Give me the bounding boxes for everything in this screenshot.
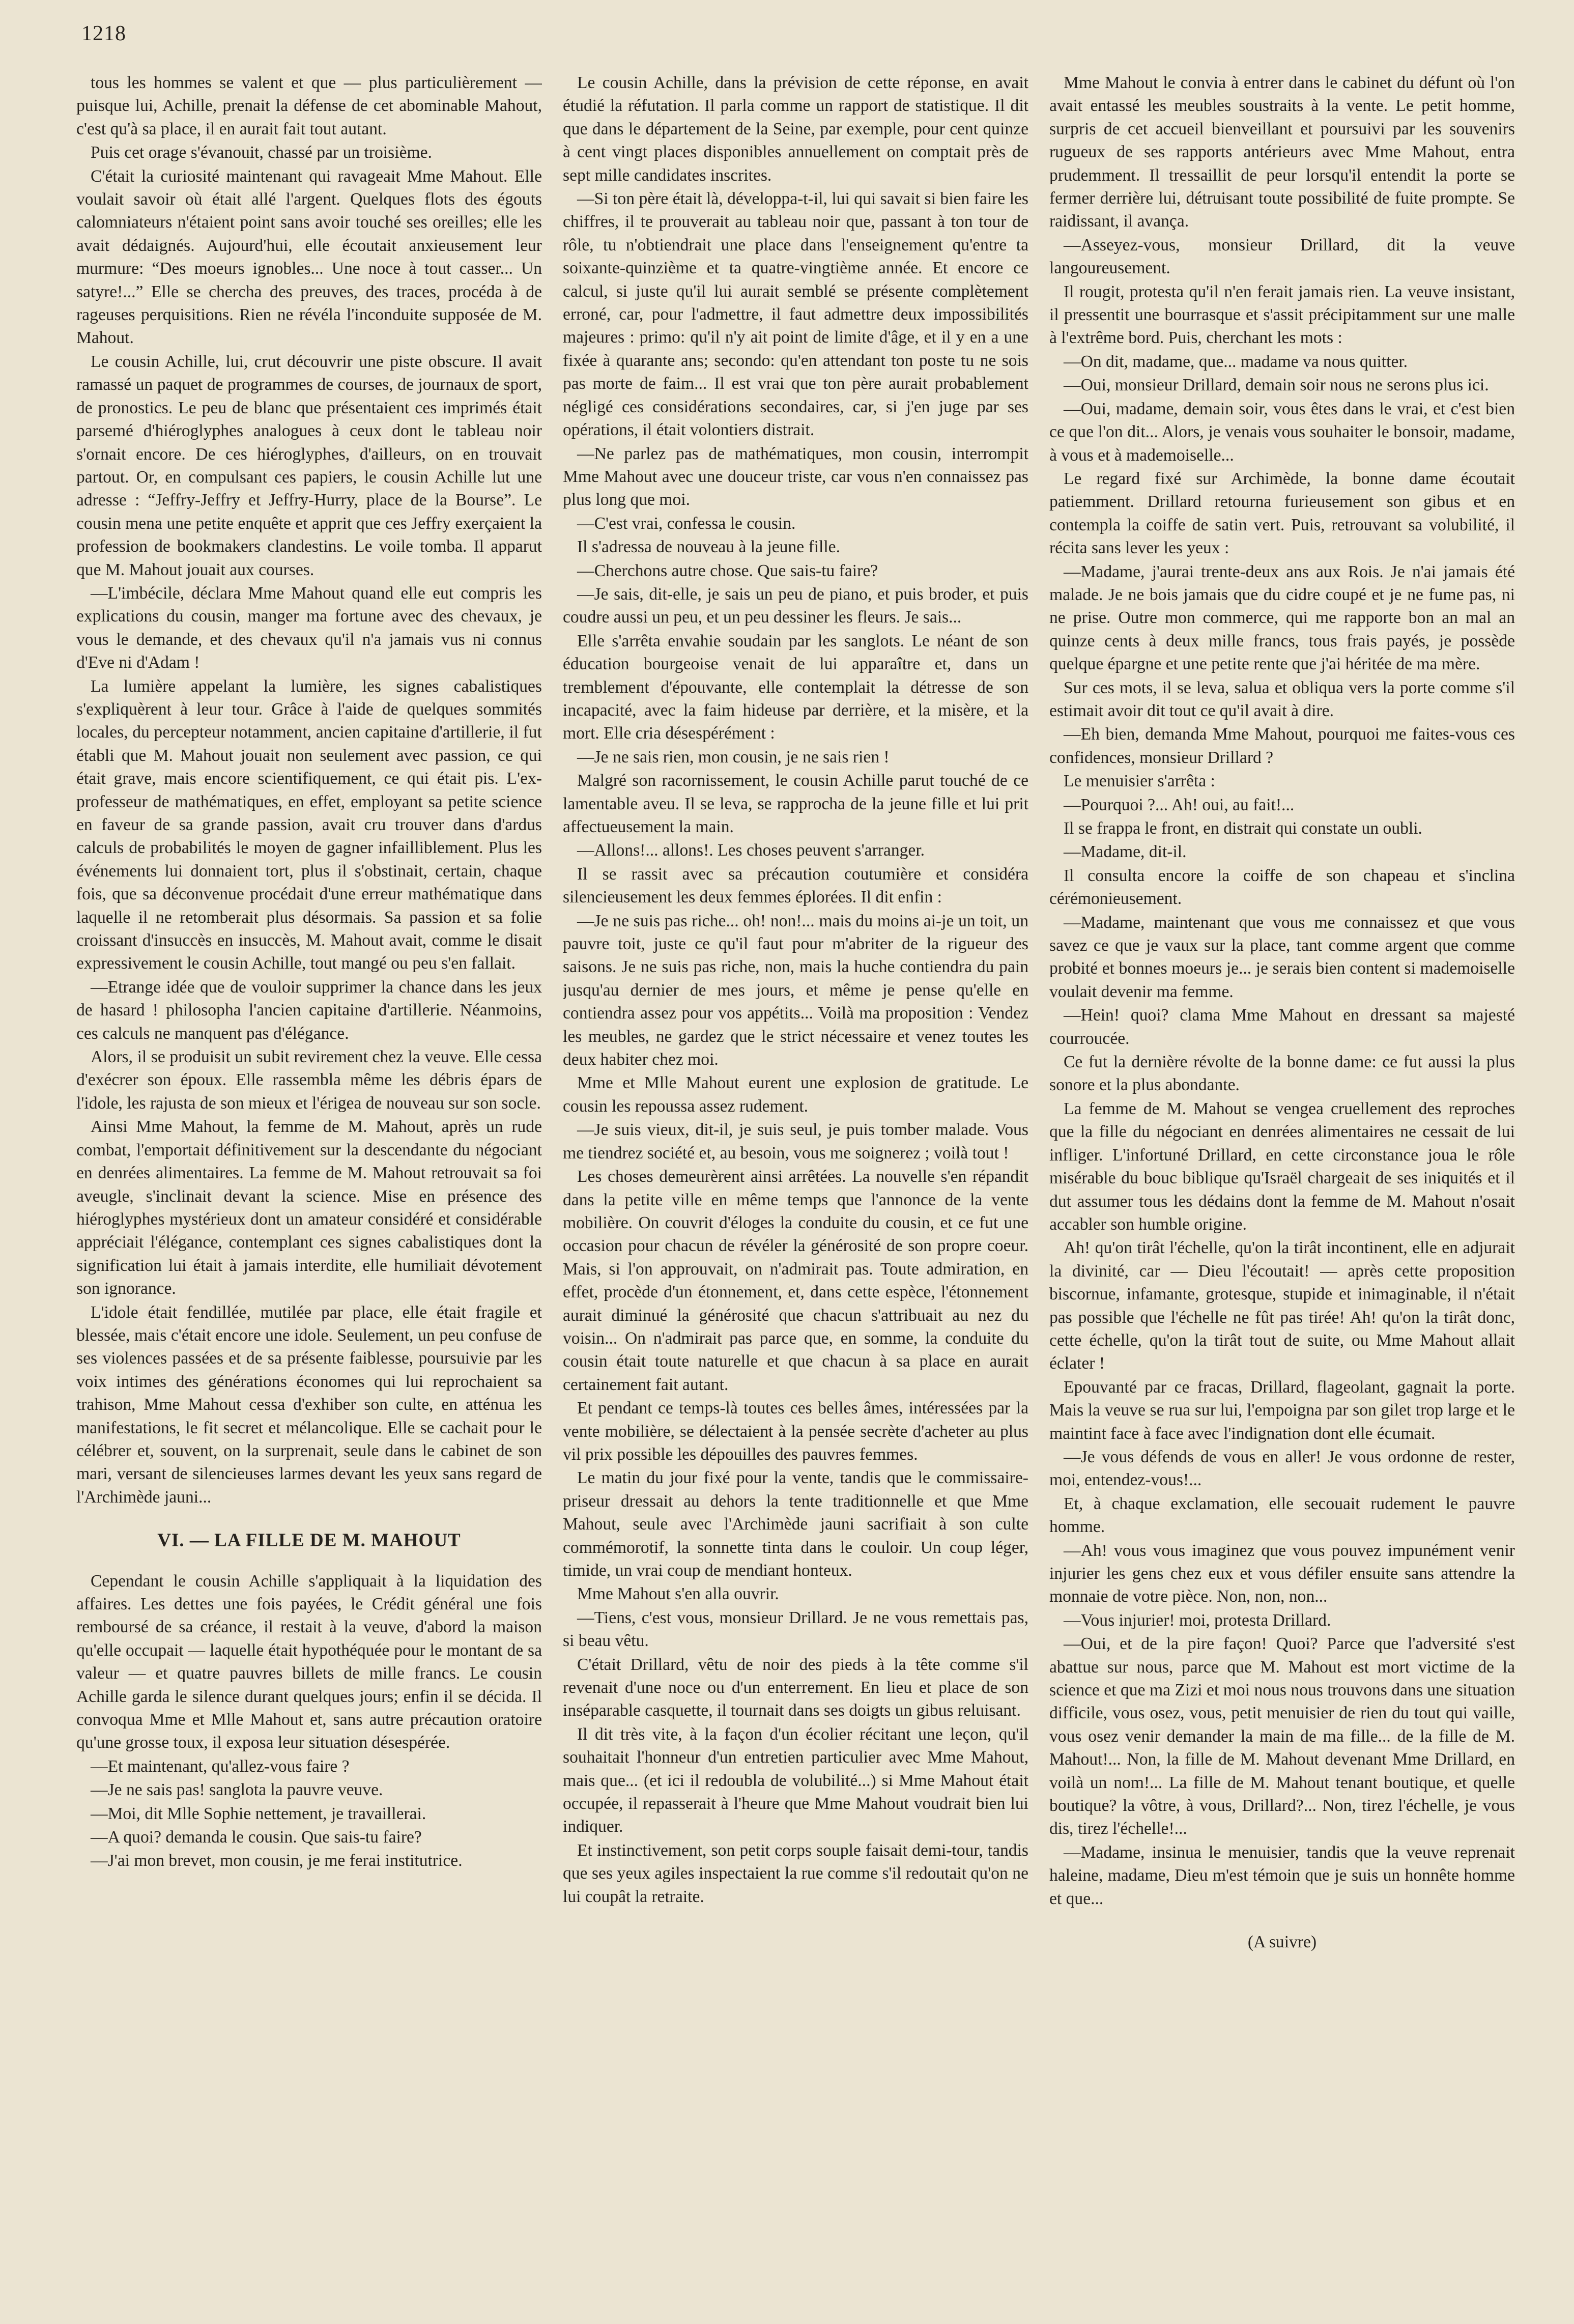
paragraph: Le regard fixé sur Archimède, la bonne dame écoutait patiemment. Drillard retourna furieusement son gibus et en contempla la coiffe de satin vert. Puis, retrouvant sa volubilité, il récita sans lever les yeux : — [1049, 469, 1515, 558]
paragraph: Il se rassit avec sa précaution coutumière et considéra silencieusement les deux femmes éplorées. Il dit enfin : — [563, 864, 1028, 907]
paragraph: —Ah! vous vous imaginez que vous pouvez impunément venir injurier les gens chez eux et vous défiler ensuite sans attendre la monnaie de votre pièce. Non, non, non... — [1049, 1541, 1515, 1606]
paragraph: —Je suis vieux, dit-il, je suis seul, je puis tomber malade. Vous me tiendrez société et, au besoin, vous me soignerez ; voilà tout ! — [563, 1120, 1028, 1163]
paragraph: Le matin du jour fixé pour la vente, tandis que le commissaire-priseur dressait au dehors la tente traditionnelle et que Mme Mahout, seule avec l'Archimède jauni sacrifiait à son culte commémorotif, la sonnette tinta dans le couloir. Un coup léger, timide, un vrai coup de mendiant honteux. — [563, 1468, 1028, 1580]
paragraph: Mme Mahout le convia à entrer dans le cabinet du défunt où l'on avait entassé les meubles soustraits à la vente. Le petit homme, surpris de cet accueil bienveillant et poursuivi par les souvenirs rugueux de ses rapports antérieurs avec Mme Mahout, entra prudemment. Il tressaillit de peur lorsqu'il entendit la porte se fermer derrière lui, détruisant toute possibilité de fuite prompte. Se raidissant, il avança. — [1049, 73, 1515, 231]
paragraph: Epouvanté par ce fracas, Drillard, flageolant, gagnait la porte. Mais la veuve se rua sur lui, l'empoigna par son gilet trop large et le maintint face à face avec l'indignation dont elle écumait. — [1049, 1377, 1515, 1443]
paragraph: —Oui, monsieur Drillard, demain soir nous ne serons plus ici. — [1064, 376, 1489, 395]
paragraph: —Etrange idée que de vouloir supprimer la chance dans les jeux de hasard ! philosopha l'ancien capitaine d'artillerie. Néanmoins, ces calculs ne manquent pas d'élégance. — [76, 977, 542, 1043]
paragraph: Cependant le cousin Achille s'appliquait à la liquidation des affaires. Les dettes une fois payées, le Crédit général une fois remboursé de sa créance, il restait à la veuve, d'abord la maison qu'elle occupait — laquelle était hypothéquée pour le montant de sa valeur — et quatre pauvres billets de mille francs. Le cousin Achille garda le silence durant quelques jours; enfin il se décida. Il convoqua Mme et Mlle Mahout et, sans autre précaution oratoire qu'une grosse toux, il exposa leur situation désespérée. — [76, 1571, 542, 1752]
paragraph: Ainsi Mme Mahout, la femme de M. Mahout, après un rude combat, l'emportait définitivement sur la descendante du négociant en denrées alimentaires. La femme de M. Mahout retrouvait sa foi aveugle, s'inclinait devant la science. Mise en présence des hiéroglyphes mystérieux dont un amateur considéré et considérable appréciait l'élégance, contemplant ces signes cabalistiques dont la signification lui était à jamais interdite, elle humiliait dévotement son ignorance. — [76, 1117, 542, 1298]
paragraph: tous les hommes se valent et que — plus particulièrement — puisque lui, Achille, prenait la défense de cet abominable Mahout, c'est qu'à sa place, il en aurait fait tout autant. — [76, 73, 542, 138]
paragraph: Elle s'arrêta envahie soudain par les sanglots. Le néant de son éducation bourgeoise venait de lui apparaître et, dans un tremblement d'épouvante, elle contemplait la détresse de son incapacité, avec la faim hideuse par derrière, et la misère, et la mort. Elle cria désespérément : — [563, 631, 1028, 743]
paragraph: —Ne parlez pas de mathématiques, mon cousin, interrompit Mme Mahout avec une douceur triste, car vous n'en connaissez pas plus long que moi. — [563, 444, 1028, 509]
page-number: 1218 — [81, 22, 126, 45]
paragraph: Mme Mahout s'en alla ouvrir. — [577, 1584, 779, 1604]
to-be-continued: (A suivre) — [1247, 1933, 1317, 1952]
paragraph: Mme et Mlle Mahout eurent une explosion de gratitude. Le cousin les repoussa assez rudement. — [563, 1073, 1028, 1116]
paragraph: Il rougit, protesta qu'il n'en ferait jamais rien. La veuve insistant, il pressentit une bourrasque et s'assit précipitamment sur une malle à l'extrême bord. Puis, cherchant les mots : — [1049, 282, 1515, 348]
paragraph: —A quoi? demanda le cousin. Que sais-tu faire? — [91, 1828, 422, 1847]
paragraph: C'était Drillard, vêtu de noir des pieds à la tête comme s'il revenait d'une noce ou d'un enterrement. En lieu et place de son inséparable casquette, il tournait dans ses doigts un gibus reluisant. — [563, 1655, 1028, 1720]
paragraph: Ah! qu'on tirât l'échelle, qu'on la tirât incontinent, elle en adjurait la divinité, car — Dieu l'écoutait! — après cette proposition biscornue, infamante, grotesque, stupide et inimaginable, il n'était pas possible que l'échelle ne fût pas tirée! Ah! qu'on la tirât donc, cette échelle, qu'on la tirât tout de suite, ou Mme Mahout allait éclater ! — [1049, 1238, 1515, 1373]
paragraph: —Allons!... allons!. Les choses peuvent s'arranger. — [577, 841, 925, 860]
paragraph: L'idole était fendillée, mutilée par place, elle était fragile et blessée, mais c'était encore une idole. Seulement, un peu confuse de ses violences passées et de sa présente faiblesse, poursuivie par les voix intimes des générations économes qui lui reprochaient sa trahison, Mme Mahout cessa d'exhiber son culte, en atténua les manifestations, le fit secret et mélancolique. Elle se cachait pour le célébrer et, souvent, on la surprenait, seule dans le cabinet de son mari, versant de silencieuses larmes devant les yeux sans regard de l'Archimède jauni... — [76, 1302, 542, 1507]
paragraph: —Oui, madame, demain soir, vous êtes dans le vrai, et c'est bien ce que l'on dit... Alors, je venais vous souhaiter le bonsoir, madame, à vous et à mademoiselle... — [1049, 399, 1515, 465]
paragraph: —Si ton père était là, développa-t-il, lui qui savait si bien faire les chiffres, il te prouverait au tableau noir que, passant à ton tour de rôle, tu n'obtiendrait une place dans l'enseignement qu'entre ta soixante-quinzième et ta quatre-vingtième année. Et encore ce calcul, si juste qu'il lui aurait semblé se présente complètement erroné, car, pour l'admettre, il faut admettre deux impossibilités majeures : primo: qu'il n'y ait point de limite d'âge, et il y en a une fixée à quarante ans; secondo: qu'en attendant ton poste tu ne sois pas morte de faim... Il est vrai que ton père aurait probablement négligé ces considérations secondaires, car, si j'en juge par ses opérations, il était volontiers distrait. — [563, 189, 1028, 440]
column-1 — [76, 71, 542, 2301]
paragraph: La femme de M. Mahout se vengea cruellement des reproches que la fille du négociant en denrées alimentaires ne cessait de lui infliger. L'infortuné Drillard, en cette circonstance joua le rôle misérable du bouc biblique qu'Israël chargeait de ses iniquités et il dut assumer tous les dédains dont la femme de M. Mahout n'osait accabler son humble origine. — [1049, 1099, 1515, 1234]
paragraph: —Moi, dit Mlle Sophie nettement, je travaillerai. — [91, 1804, 426, 1823]
paragraph: Ce fut la dernière révolte de la bonne dame: ce fut aussi la plus sonore et la plus abondante. — [1049, 1053, 1515, 1095]
paragraph: —Asseyez-vous, monsieur Drillard, dit la veuve langoureusement. — [1049, 235, 1515, 278]
paragraph: —J'ai mon brevet, mon cousin, je me ferai institutrice. — [91, 1851, 463, 1870]
paragraph: —Je vous défends de vous en aller! Je vous ordonne de rester, moi, entendez-vous!... — [1049, 1447, 1515, 1490]
paragraph: —Hein! quoi? clama Mme Mahout en dressant sa majesté courroucée. — [1049, 1006, 1515, 1048]
paragraph: Alors, il se produisit un subit revirement chez la veuve. Elle cessa d'exécrer son époux. Elle rassembla même les débris épars de l'idole, les rajusta de son mieux et l'érigea de nouveau sur son socle. — [76, 1047, 542, 1113]
paragraph: —Pourquoi ?... Ah! oui, au fait!... — [1064, 795, 1295, 814]
paragraph: —Oui, et de la pire façon! Quoi? Parce que l'adversité s'est abattue sur nous, parce que M. Mahout est mort victime de la science et que ma Zizi et moi nous nous trouvons dans une situation difficile, vous osez, vous, petit menuisier de rien du tout qui vaille, vous osez venir demander la main de ma fille... de la fille de M. Mahout!... Non, la fille de M. Mahout devenant Mme Drillard, en voilà un nom!... La fille de M. Mahout tenant boutique, et quelle boutique? la vôtre, à vous, Drillard?... Non, tirez l'échelle, je vous dis, tirez l'échelle!... — [1049, 1634, 1515, 1838]
paragraph: Le cousin Achille, lui, crut découvrir une piste obscure. Il avait ramassé un paquet de programmes de courses, de journaux de sport, de pronostics. Le peu de blanc que présentaient ces imprimés était parsemé d'hiéroglyphes analogues à ceux dont le tableau noir s'ornait encore. De ces hiéroglyphes, d'ailleurs, on en trouvait partout. Or, en compulsant ces papiers, le cousin Achille lut une adresse : “Jeffry-Jeffry et Jeffry-Hurry, place de la Bourse”. Le cousin mena une petite enquête et apprit que ces Jeffry exerçaient la profession de bookmakers clandestins. Le voile tomba. Il apparut que M. Mahout jouait aux courses. — [76, 352, 542, 579]
paragraph: Sur ces mots, il se leva, salua et obliqua vers la porte comme s'il estimait avoir dit tout ce qu'il avait à dire. — [1049, 678, 1515, 720]
column-3 — [1049, 71, 1515, 2301]
paragraph: Il se frappa le front, en distrait qui constate un oubli. — [1064, 819, 1422, 838]
paragraph: Il consulta encore la coiffe de son chapeau et s'inclina cérémonieusement. — [1049, 866, 1515, 909]
paragraph: Les choses demeurèrent ainsi arrêtées. La nouvelle s'en répandit dans la petite ville en même temps que l'annonce de la vente mobilière. On couvrit d'éloges la conduite du cousin, et ce fut une occasion pour chacun de révéler la générosité de son propre coeur. Mais, si l'on approuvait, on n'admirait pas. Toute admiration, en effet, procède d'un étonnement, et, dans cette espèce, l'étonnement aurait diminué la générosité que chacun s'attribuait au nez du voisin... On n'admirait pas parce que, en somme, la conduite du cousin était toute naturelle et que chacun à sa place en aurait certainement fait autant. — [563, 1167, 1028, 1394]
paragraph: —Eh bien, demanda Mme Mahout, pourquoi me faites-vous ces confidences, monsieur Drillard ? — [1049, 725, 1515, 767]
paragraph: —Je ne sais rien, mon cousin, je ne sais rien ! — [577, 747, 890, 767]
paragraph: —Madame, j'aurai trente-deux ans aux Rois. Je n'ai jamais été malade. Je ne bois jamais que du cidre coupé et je ne fume pas, ni ne prise. Outre mon commerce, qui me rapporte bon an mal an quinze cents à deux mille francs, tous frais payés, je possède quelque épargne et une petite rente que j'ai héritée de ma mère. — [1049, 562, 1515, 674]
paragraph: Et pendant ce temps-là toutes ces belles âmes, intéressées par la vente mobilière, se délectaient à la pensée secrète d'acheter au plus vil prix possible les dépouilles des pauvres femmes. — [563, 1399, 1028, 1464]
paragraph: —Et maintenant, qu'allez-vous faire ? — [91, 1756, 350, 1776]
paragraph: —L'imbécile, déclara Mme Mahout quand elle eut compris les explications du cousin, manger ma fortune avec des chevaux, je vous le demande, et des chevaux qu'il n'a jamais vus ni connus d'Eve ni d'Adam ! — [76, 583, 542, 672]
column-3-text — [1049, 71, 1515, 1910]
paragraph: Le menuisier s'arrêta : — [1064, 772, 1215, 791]
column-2-text — [563, 71, 1028, 1908]
paragraph: —Cherchons autre chose. Que sais-tu faire? — [577, 561, 878, 580]
paragraph: —Madame, insinua le menuisier, tandis que la veuve reprenait haleine, madame, Dieu m'est témoin que je suis un honnête homme et que... — [1049, 1843, 1515, 1908]
paragraph: Il dit très vite, à la façon d'un écolier récitant une leçon, qu'il souhaitait l'honneur d'un entretien particulier avec Mme Mahout, mais que... (et ici il redoubla de volubilité...) si Mme Mahout était occupée, il repasserait à l'heure que Mme Mahout voudrait bien lui indiquer. — [563, 1724, 1028, 1836]
paragraph: —C'est vrai, confessa le cousin. — [577, 514, 796, 533]
paragraph: —Je ne sais pas! sanglota la pauvre veuve. — [91, 1780, 383, 1800]
paragraph: —On dit, madame, que... madame va nous quitter. — [1064, 352, 1408, 371]
paragraph: Puis cet orage s'évanouit, chassé par un troisième. — [91, 143, 432, 162]
paragraph: —Je sais, dit-elle, je sais un peu de piano, et puis broder, et puis coudre aussi un peu, et un peu dessiner les fleurs. Je sais... — [563, 584, 1028, 627]
column-2 — [563, 71, 1028, 2301]
paragraph: Il s'adressa de nouveau à la jeune fille. — [577, 537, 840, 557]
paragraph: Le cousin Achille, dans la prévision de cette réponse, en avait étudié la réfutation. Il parla comme un rapport de statistique. Il dit que dans le département de la Seine, par exemple, pour cent quinze à cent vingt places disponibles annuellement on comptait près de sept mille candidates inscrites. — [563, 73, 1028, 185]
column-1-text-after — [76, 1570, 542, 1873]
paragraph: Et, à chaque exclamation, elle secouait rudement le pauvre homme. — [1049, 1494, 1515, 1537]
paragraph: —Vous injurier! moi, protesta Drillard. — [1064, 1610, 1331, 1630]
paragraph: Malgré son racornissement, le cousin Achille parut touché de ce lamentable aveu. Il se leva, se rapprocha de la jeune fille et lui prit affectueusement la main. — [563, 771, 1028, 836]
paragraph: La lumière appelant la lumière, les signes cabalistiques s'expliquèrent à leur tour. Grâce à l'aide de quelques sommités locales, du percepteur notamment, ancien capitaine d'artillerie, il fut établi que M. Mahout jouait non seulement avec passion, ce qui était grave, mais encore scientifiquement, ce qui était pis. L'ex-professeur de mathématiques, en effet, employant sa petite science en faveur de sa grande passion, avait cru trouver dans d'ardus calculs de probabilités le moyen de gagner infailliblement. Plus les événements lui donnaient tort, plus il s'obstinait, certain, chaque fois, que sa déconvenue procédait d'une erreur mathématique dans laquelle il ne retomberait plus désormais. Sa passion et sa folie croissant d'insuccès en insuccès, M. Mahout avait, comme le disait expressivement le cousin Achille, tout mangé ou peu s'en fallait. — [76, 676, 542, 973]
paragraph: —Tiens, c'est vous, monsieur Drillard. Je ne vous remettais pas, si beau vêtu. — [563, 1608, 1028, 1651]
paragraph: —Je ne suis pas riche... oh! non!... mais du moins ai-je un toit, un pauvre toit, juste ce qu'il faut pour m'abriter de la rigueur des saisons. Je ne suis pas riche, non, mais la huche contiendra du pain jusqu'au dernier de mes jours, et même je pense qu'elle en contiendra assez pour vos appétits... Voilà ma proposition : Vendez les meubles, ne gardez que le strict nécessaire et venez toutes les deux habiter chez moi. — [563, 911, 1028, 1069]
paragraph: Et instinctivement, son petit corps souple faisait demi-tour, tandis que ses yeux agiles inspectaient la rue comme s'il redoutait qu'on ne lui coupât la retraite. — [563, 1840, 1028, 1906]
paragraph: —Madame, maintenant que vous me connaissez et que vous savez ce que je vaux sur la place, tant comme argent que comme probité et bonnes moeurs je... je serais bien content si mademoiselle voulait devenir ma femme. — [1049, 913, 1515, 1001]
column-1-text-before — [76, 71, 542, 1509]
paragraph: C'était la curiosité maintenant qui ravageait Mme Mahout. Elle voulait savoir où était allé l'argent. Quelques flots des égouts calomniateurs n'étaient point sans avoir touché ses oreilles; elle les avait dédaignés. Aujourd'hui, elle écoutait anxieusement leur murmure: “Des moeurs ignobles... Une noce à tout casser... Un satyre!...” Elle se chercha des preuves, des traces, procéda à de rageuses perquisitions. Rien ne révéla l'inconduite supposée de M. Mahout. — [76, 166, 542, 348]
paragraph: —Madame, dit-il. — [1064, 842, 1187, 862]
section-heading: VI. — LA FILLE DE M. MAHOUT — [157, 1530, 461, 1551]
